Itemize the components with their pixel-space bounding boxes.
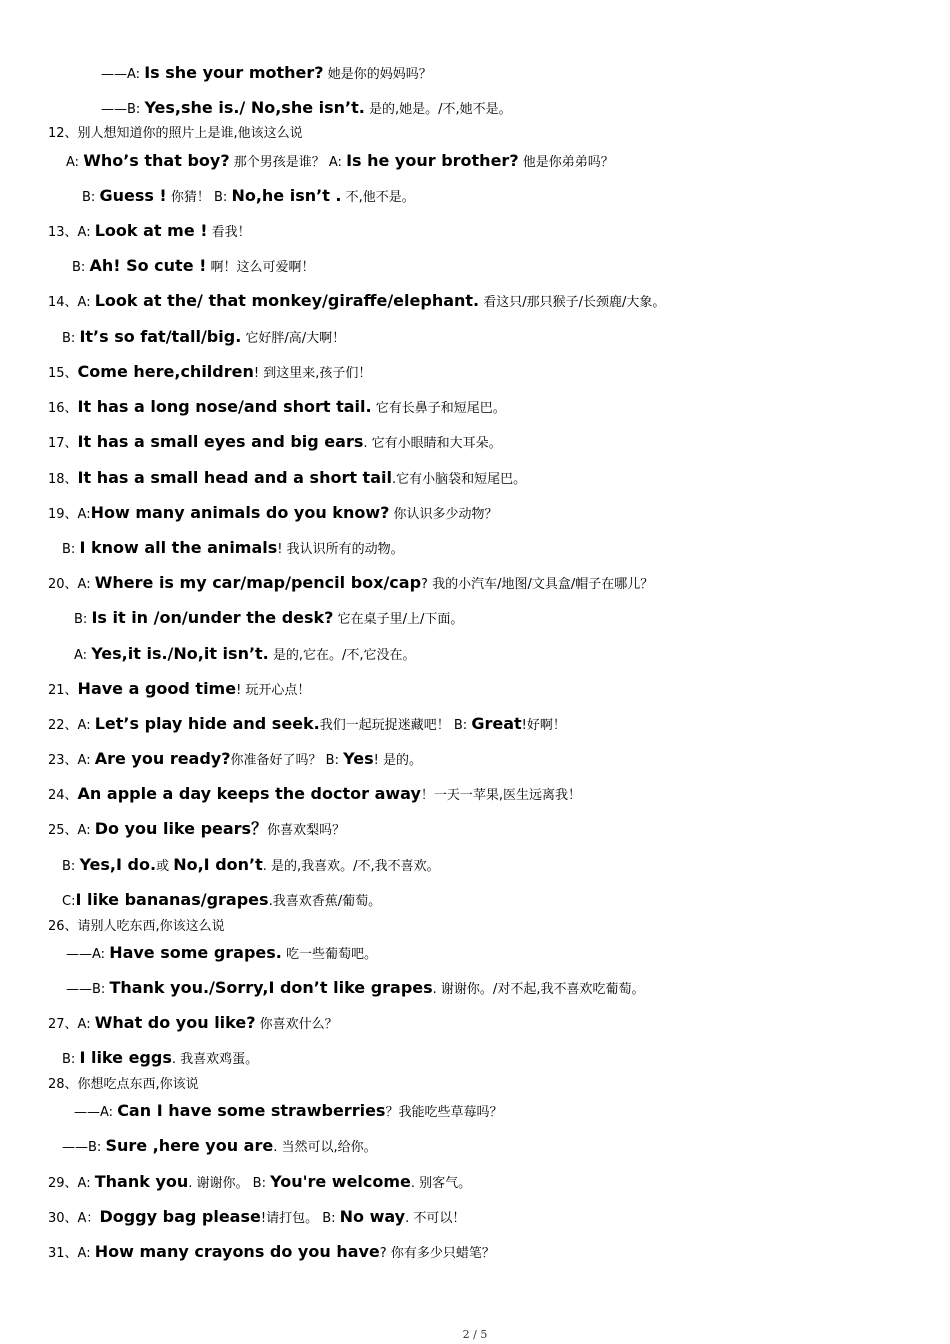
annotation-text: B: (72, 260, 90, 275)
english-phrase: Let’s play hide and seek. (94, 714, 320, 733)
english-phrase: Is she your mother? (144, 63, 324, 82)
annotation-text: 他是你弟弟吗？ (518, 155, 614, 170)
english-phrase: Yes,it is./No,it isn’t. (91, 644, 269, 663)
annotation-text: 19、A: (48, 507, 91, 522)
english-phrase: Ah! So cute ! (89, 256, 207, 275)
annotation-text: ！一天一苹果,医生远离我！ (420, 788, 582, 803)
english-phrase: An apple a day keeps the doctor away (77, 784, 421, 803)
annotation-text: ——A: (101, 67, 145, 82)
text-line (48, 222, 251, 242)
english-phrase: Can I have some strawberries (117, 1101, 386, 1120)
annotation-text: 25、A: (48, 823, 95, 838)
annotation-text: . 它有小眼睛和大耳朵。 (363, 436, 502, 451)
english-phrase: How many crayons do you have (94, 1242, 380, 1261)
english-phrase: Guess ! (99, 186, 167, 205)
text-line (74, 609, 463, 629)
annotation-text: C: (62, 894, 76, 909)
annotation-text: . 别客气。 (410, 1176, 472, 1191)
english-phrase: It’s so fat/tall/big. (79, 327, 242, 346)
english-phrase: It has a small eyes and big ears (77, 432, 364, 451)
annotation-text: !好啊！ (521, 718, 566, 733)
text-line (48, 433, 502, 453)
annotation-text: ! 是的。 (373, 753, 422, 768)
annotation-text: A: (74, 648, 92, 663)
annotation-text: 24、 (48, 788, 78, 803)
annotation-text: 15、 (48, 366, 78, 381)
text-line (48, 574, 653, 594)
annotation-text: 我们一起玩捉迷藏吧！ B: (319, 718, 472, 733)
annotation-text: 28、你想吃点东西,你该说 (48, 1077, 199, 1092)
text-line (48, 715, 566, 735)
english-phrase: No way (339, 1207, 406, 1226)
english-phrase: Come here,children (77, 362, 254, 381)
annotation-text: 22、A: (48, 718, 95, 733)
text-line (62, 328, 345, 348)
text-line (48, 1076, 199, 1094)
annotation-text: . 当然可以,给你。 (273, 1140, 377, 1155)
english-phrase: Who’s that boy? (83, 151, 230, 170)
english-phrase: It has a small head and a short tail (77, 468, 392, 487)
page-number: 2 / 5 (462, 1328, 488, 1341)
text-line (62, 856, 440, 876)
english-phrase: Thank you./Sorry,I don’t like grapes (109, 978, 433, 997)
text-line (48, 469, 526, 489)
annotation-text: 她是你的妈妈吗？ (323, 67, 432, 82)
annotation-text: B: (82, 190, 100, 205)
text-line (48, 820, 345, 840)
annotation-text: 看这只/那只猴子/长颈鹿/大象。 (479, 295, 666, 310)
annotation-text: ——B: (62, 1140, 106, 1155)
annotation-text: 或 (156, 859, 174, 874)
annotation-text: 你喜欢什么？ (255, 1017, 338, 1032)
annotation-text: ? 我的小汽车/地图/文具盒/帽子在哪儿？ (421, 577, 654, 592)
annotation-text: 你喜欢梨吗？ (267, 823, 346, 838)
annotation-text: B: (62, 1052, 80, 1067)
annotation-text: 是的,她是。/不,她不是。 (364, 102, 512, 117)
annotation-text: ——A: (66, 947, 110, 962)
english-phrase: I know all the animals (79, 538, 278, 557)
text-line (48, 398, 506, 418)
annotation-text: 那个男孩是谁？ A: (229, 155, 347, 170)
text-line (48, 125, 303, 143)
english-phrase: It has a long nose/and short tail. (77, 397, 372, 416)
text-line (48, 363, 371, 383)
annotation-text: . 谢谢你。/对不起,我不喜欢吃葡萄。 (432, 982, 645, 997)
annotation-text: 它好胖/高/大啊！ (241, 331, 346, 346)
annotation-text: .我喜欢香蕉/葡萄。 (268, 894, 382, 909)
text-line (48, 1243, 495, 1263)
text-line (62, 539, 404, 559)
text-line (48, 1014, 338, 1034)
text-line (74, 645, 416, 665)
annotation-text: ? 你有多少只蜡笔？ (379, 1246, 495, 1261)
annotation-text: 16、 (48, 401, 78, 416)
english-phrase: Where is my car/map/pencil box/cap (94, 573, 422, 592)
text-line (66, 152, 614, 172)
english-phrase: What do you like? (94, 1013, 256, 1032)
annotation-text: . 是的,我喜欢。/不,我不喜欢。 (262, 859, 440, 874)
annotation-text: . 不可以！ (405, 1211, 466, 1226)
annotation-text: 你猜！ B: (166, 190, 232, 205)
english-phrase: No,he isn’t . (231, 186, 342, 205)
annotation-text: . 我喜欢鸡蛋。 (171, 1052, 259, 1067)
english-phrase: How many animals do you know? (90, 503, 390, 522)
annotation-text: B: (62, 859, 80, 874)
english-phrase: No,I don’t (173, 855, 263, 874)
text-line (66, 944, 377, 964)
text-line (48, 292, 665, 312)
text-line (48, 785, 581, 805)
annotation-text: . 谢谢你。 B: (188, 1176, 271, 1191)
english-phrase: Doggy bag please (99, 1207, 261, 1226)
english-phrase: Yes (343, 749, 374, 768)
english-phrase: Look at me ! (94, 221, 208, 240)
english-phrase: I like eggs (79, 1048, 172, 1067)
annotation-text: 20、A: (48, 577, 95, 592)
annotation-text: B: (62, 542, 80, 557)
english-phrase: Thank you (94, 1172, 189, 1191)
english-phrase: Have a good time (77, 679, 237, 698)
annotation-text: 不,他不是。 (341, 190, 415, 205)
annotation-text: 它在桌子里/上/下面。 (333, 612, 464, 627)
text-line (101, 99, 512, 119)
text-line (48, 1208, 465, 1228)
english-phrase: You're welcome (270, 1172, 411, 1191)
annotation-text: 你认识多少动物？ (389, 507, 498, 522)
english-phrase: Sure ,here you are (105, 1136, 274, 1155)
annotation-text: 29、A: (48, 1176, 95, 1191)
annotation-text: ——B: (101, 102, 145, 117)
annotation-text: ! 到这里来,孩子们！ (253, 366, 372, 381)
annotation-text: 17、 (48, 436, 78, 451)
annotation-text: .它有小脑袋和短尾巴。 (391, 472, 527, 487)
text-line (62, 1137, 377, 1157)
annotation-text: A: (66, 155, 84, 170)
english-phrase: Great (471, 714, 522, 733)
english-phrase: Is it in /on/under the desk? (91, 608, 334, 627)
text-line (74, 1102, 502, 1122)
annotation-text: 它有长鼻子和短尾巴。 (371, 401, 506, 416)
text-line (62, 1049, 258, 1069)
english-phrase: Do you like pears？ (94, 819, 268, 838)
annotation-text: 18、 (48, 472, 78, 487)
annotation-text: 12、别人想知道你的照片上是谁,他该这么说 (48, 126, 303, 141)
text-line (72, 257, 315, 277)
annotation-text: ! 我认识所有的动物。 (277, 542, 404, 557)
annotation-text: 26、请别人吃东西,你该这么说 (48, 919, 225, 934)
text-line (66, 979, 644, 999)
annotation-text: 23、A: (48, 753, 95, 768)
annotation-text: 看我！ (207, 225, 251, 240)
text-line (48, 504, 498, 524)
text-line (82, 187, 415, 207)
text-line (48, 1173, 471, 1193)
english-phrase: Yes,I do. (79, 855, 157, 874)
annotation-text: 21、 (48, 683, 78, 698)
annotation-text: 吃一些葡萄吧。 (281, 947, 378, 962)
english-phrase: Look at the/ that monkey/giraffe/elephant. (94, 291, 480, 310)
text-line (48, 750, 422, 770)
annotation-text: 13、A: (48, 225, 95, 240)
text-line (62, 891, 381, 911)
annotation-text: ——B: (66, 982, 110, 997)
annotation-text: ？我能吃些草莓吗？ (385, 1105, 503, 1120)
annotation-text: 27、A: (48, 1017, 95, 1032)
annotation-text: B: (74, 612, 92, 627)
annotation-text: 啊！这么可爱啊！ (206, 260, 315, 275)
annotation-text: 31、A: (48, 1246, 95, 1261)
annotation-text: 30、A： (48, 1211, 100, 1226)
annotation-text: 是的,它在。/不,它没在。 (268, 648, 416, 663)
text-line (48, 918, 225, 936)
annotation-text: 14、A: (48, 295, 95, 310)
english-phrase: Have some grapes. (109, 943, 282, 962)
annotation-text: B: (62, 331, 80, 346)
english-phrase: Is he your brother? (346, 151, 519, 170)
english-phrase: Are you ready? (94, 749, 231, 768)
text-line (48, 680, 310, 700)
annotation-text: ! 玩开心点！ (236, 683, 311, 698)
annotation-text: !请打包。 B: (260, 1211, 340, 1226)
annotation-text: ——A: (74, 1105, 118, 1120)
english-phrase: Yes,she is./ No,she isn’t. (144, 98, 365, 117)
annotation-text: 你准备好了吗？ B: (230, 753, 344, 768)
english-phrase: I like bananas/grapes (75, 890, 269, 909)
text-line (101, 64, 432, 84)
